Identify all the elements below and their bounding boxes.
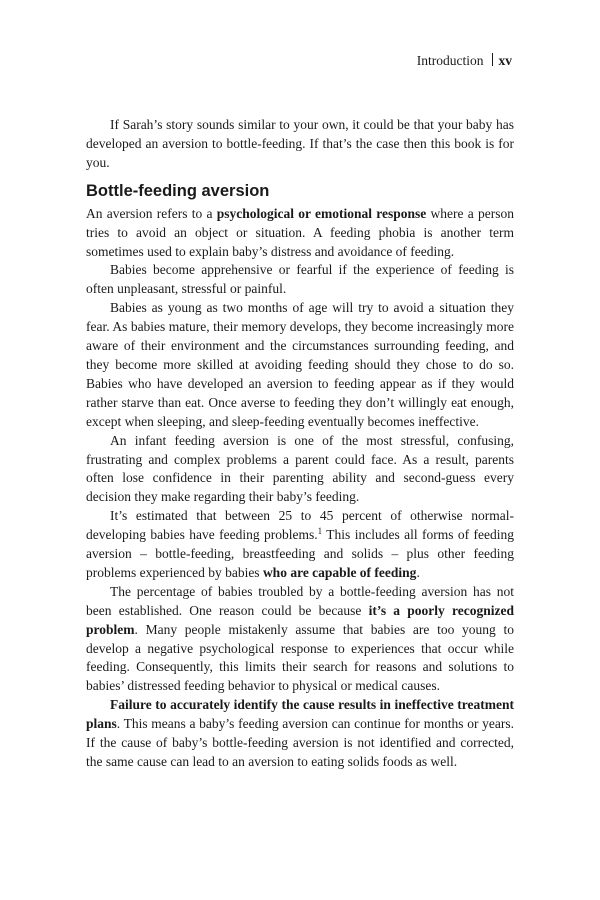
footnote-ref: 1 <box>317 526 323 537</box>
paragraph-two-months: Babies as young as two months of age will try to avoid a situation they fear. As babies mature, their memory develops, they become increasingly more aware of their environment and the circumstances surrounding feeding, and they become more skilled at avoiding feeding should they chose to do so. Babies who have developed an aversion to feeding appear as if they would rather starve than eat. Once averse to feeding they don’t willingly eat enough, except when sleeping, and sleep-feeding eventually becomes ineffective. <box>86 300 514 429</box>
p6-bold: it’s a poorly recognized problem <box>86 602 514 637</box>
p6-text-a: The percentage of babies troubled by a bottle-feeding aversion has not been established. One reason could be because <box>86 583 514 618</box>
intro-paragraph: If Sarah’s story sounds similar to your own, it could be that your baby has developed an aversion to bottle-feeding. If that’s the case then this book is for you. <box>86 117 514 170</box>
p6-text-c: . Many people mistakenly assume that babies are too young to develop a negative psychological response to experiences that occur while feeding. Consequently, this limits their search for reasons and solutions to babies’ distressed feeding behavior to physical or medical causes. <box>86 621 514 694</box>
paragraph-aversion-definition <box>86 205 514 262</box>
p7-text-b: . This means a baby’s feeding aversion can continue for months or years. If the cause of baby’s bottle-feeding aversion is not identified and corrected, the same cause can lead to an aversion to eating solids foods as well. <box>86 716 514 769</box>
paragraph-apprehensive: Babies become apprehensive or fearful if the experience of feeding is often unpleasant, stressful or painful. <box>86 262 514 297</box>
paragraph-percentage <box>86 583 514 696</box>
p1-text-c: where a person tries to avoid an object or situation. A feeding phobia is another term sometimes used to explain baby’s distress and avoidance of feeding. <box>86 205 514 259</box>
running-head-divider <box>492 53 493 66</box>
p5-text-b: This includes all forms of feeding aversion – bottle-feeding, breastfeeding and solids – plus other feeding problems experienced by babies <box>86 527 514 580</box>
p1-text-a: An aversion refers to a <box>86 205 217 221</box>
running-head-title: Introduction <box>416 53 484 68</box>
section-heading: Bottle-feeding aversion <box>86 181 270 200</box>
body-text <box>86 116 514 772</box>
p1-bold: psychological or emotional response <box>216 205 427 221</box>
paragraph-stressful: An infant feeding aversion is one of the most stressful, confusing, frustrating and complex problems a parent could face. As a result, parents often lose confidence in their parenting ability and second-guess every decision they make regarding their baby’s feeding. <box>86 432 514 505</box>
p5-text-d: . <box>416 564 420 580</box>
p5-text-a: It’s estimated that between 25 to 45 percent of otherwise normal-developing babies have feeding problems. <box>86 508 514 543</box>
paragraph-failure <box>86 696 514 772</box>
p5-bold: who are capable of feeding <box>262 564 417 580</box>
page-number: xv <box>498 53 512 68</box>
p7-bold: Failure to accurately identify the cause results in ineffective treatment plans <box>86 697 514 732</box>
paragraph-statistics <box>86 507 514 583</box>
running-head <box>417 52 512 70</box>
